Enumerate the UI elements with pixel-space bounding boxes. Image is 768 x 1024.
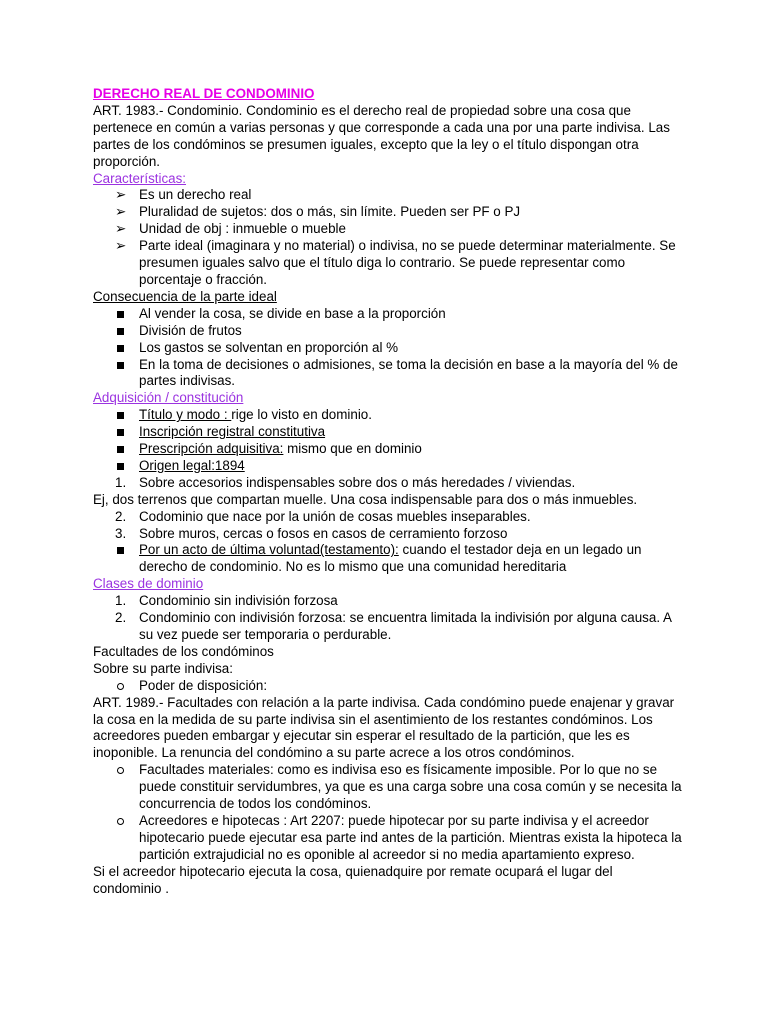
square-bullet-icon [117, 328, 124, 335]
square-bullet-icon [117, 547, 124, 554]
list-item: 1. Condominio sin indivisión forzosa [115, 593, 338, 609]
clases-heading: Clases de dominio [93, 576, 204, 592]
square-bullet-icon [117, 412, 124, 419]
adquisicion-heading: Adquisición / constitución [93, 390, 244, 406]
document-body [93, 86, 683, 898]
consecuencia-heading: Consecuencia de la parte ideal [93, 288, 277, 304]
list-item: Al vender la cosa, se divide en base a la proporción [93, 306, 683, 323]
square-bullet-icon [117, 345, 124, 352]
square-bullet-icon [117, 429, 124, 436]
list-item: Origen legal:1894 [93, 458, 683, 475]
list-item: ➢ Es un derecho real [115, 187, 252, 203]
list-item: 1. Sobre accesorios indispensables sobre dos o más heredades / viviendas. [115, 474, 576, 490]
arrow-bullet-icon: ➢ [115, 221, 127, 237]
example-paragraph: Ej, dos terrenos que compartan muelle. Una cosa indispensable para dos o más inmuebles. [93, 491, 638, 507]
list-item: 2. Condominio con indivisión forzosa: se encuentra limitada la indivisión por alguna causa. A su vez puede ser temporaria o perdurable. [115, 610, 672, 642]
circle-bullet-icon [117, 818, 124, 825]
list-item: ➢ Pluralidad de sujetos: dos o más, sin límite. Pueden ser PF o PJ [115, 204, 521, 220]
art-1983-paragraph: ART. 1983.- Condominio. Condominio es el derecho real de propiedad sobre una cosa que pertenece en común a varias personas y que corresponde a cada una por una parte indivisa. Las partes de los condóminos se presumen iguales, excepto que la ley o el título dispongan otra proporción. [93, 102, 670, 169]
list-item: ➢ Parte ideal (imaginara y no material) o indivisa, no se puede determinar materialmente. Se presumen iguales salvo que el título diga lo contrario. Se puede representar como porcentaje o fracción. [115, 238, 676, 287]
arrow-bullet-icon: ➢ [115, 238, 127, 254]
art-1989-paragraph: ART. 1989.- Facultades con relación a la parte indivisa. Cada condómino puede enajenar y gravar la cosa en la medida de su parte indivisa sin el asentimiento de los restantes condóminos. Los acreedores pueden embargar y ejecutar sin esperar el resultado de la partición, que les es inoponible. La renuncia del condómino a su parte acrece a los otros condóminos. [93, 694, 675, 761]
list-item: Los gastos se solventan en proporción al % [93, 340, 683, 357]
facultades-subheading: Sobre su parte indivisa: [93, 660, 233, 676]
list-item: Inscripción registral constitutiva [93, 424, 683, 441]
list-item: División de frutos [93, 323, 683, 340]
arrow-bullet-icon: ➢ [115, 187, 127, 203]
caracteristicas-heading: Características: [93, 170, 187, 186]
list-item: Por un acto de última voluntad(testamento): cuando el testador deja en un legado un derecho de condominio. No es lo mismo que una comunidad hereditaria [93, 542, 683, 576]
list-item: ➢ Unidad de obj : inmueble o mueble [115, 221, 346, 237]
circle-bullet-icon [117, 767, 124, 774]
list-item: 3. Sobre muros, cercas o fosos en casos de cerramiento forzoso [115, 525, 508, 541]
final-paragraph: Si el acreedor hipotecario ejecuta la cosa, quienadquire por remate ocupará el lugar del condominio . [93, 863, 613, 896]
list-item: Título y modo : rige lo visto en dominio. [93, 407, 683, 424]
square-bullet-icon [117, 463, 124, 470]
list-item: 2. Codominio que nace por la unión de cosas muebles inseparables. [115, 508, 531, 524]
list-item: Prescripción adquisitiva: mismo que en dominio [93, 441, 683, 458]
list-item: Poder de disposición: [93, 678, 683, 695]
document-title: DERECHO REAL DE CONDOMINIO [93, 86, 315, 101]
list-item: En la toma de decisiones o admisiones, se toma la decisión en base a la mayoría del % de partes indivisas. [93, 357, 683, 391]
facultades-heading: Facultades de los condóminos [93, 643, 274, 659]
square-bullet-icon [117, 362, 124, 369]
arrow-bullet-icon: ➢ [115, 204, 127, 220]
list-item: Facultades materiales: como es indivisa eso es físicamente imposible. Por lo que no se puede constituir servidumbres, ya que es una carga sobre una cosa común y se necesita la concurrencia de todos los condóminos. [93, 762, 683, 813]
square-bullet-icon [117, 446, 124, 453]
list-item: Acreedores e hipotecas : Art 2207: puede hipotecar por su parte indivisa y el acreedor hipotecario puede ejecutar esa parte ind antes de la partición. Mientras exista la hipoteca la partición extrajudicial no es oponible al acreedor si no media apartamiento expreso. [93, 813, 683, 864]
square-bullet-icon [117, 311, 124, 318]
circle-bullet-icon [117, 683, 124, 690]
